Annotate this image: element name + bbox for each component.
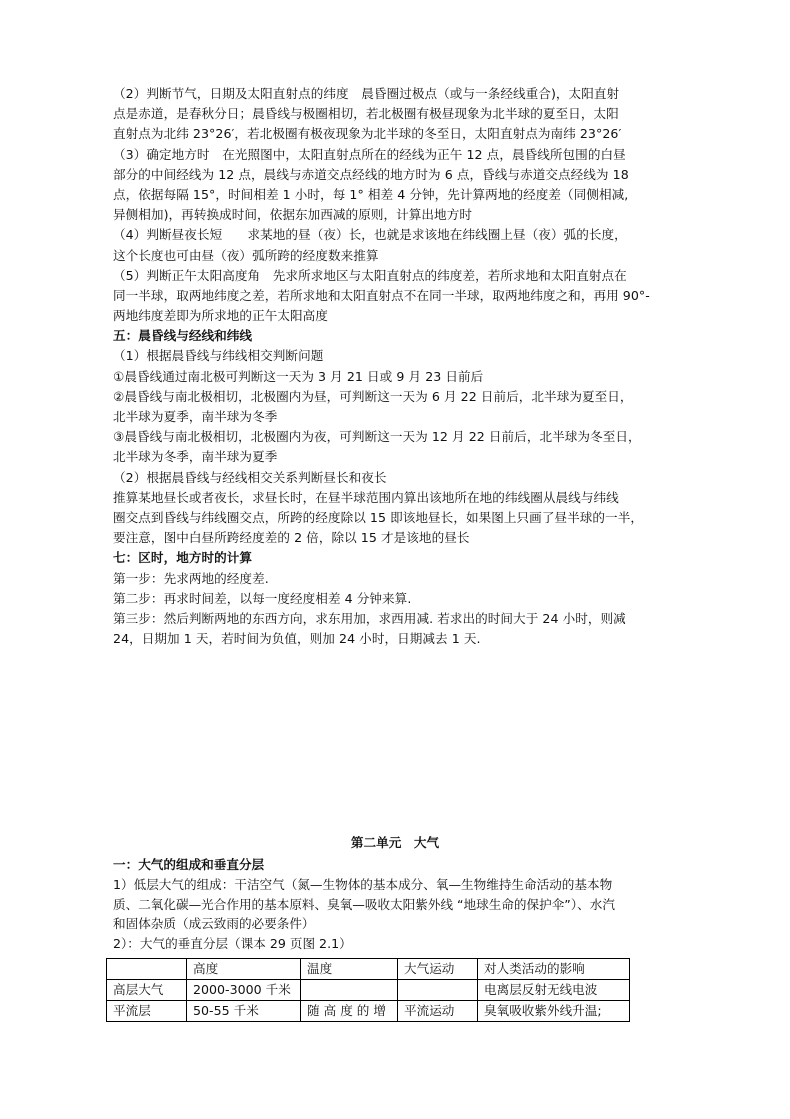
- text-line: 2）：大气的垂直分层（课本 29 页图 2.1）: [113, 936, 352, 952]
- section-heading: 五：晨昏线与经线和纬线: [113, 328, 253, 344]
- unit-title: 第二单元 大气: [350, 835, 440, 850]
- text-line: （5）判断正午太阳高度角 先求所求地区与太阳直射点的纬度差，若所求地和太阳直射点在: [113, 267, 627, 283]
- text-line: （1）根据晨昏线与纬线相交判断问题: [113, 348, 324, 364]
- section-bottom: [113, 855, 688, 954]
- text-line: 北半球为冬季，南半球为夏季: [113, 449, 278, 465]
- table-cell: 平流运动: [398, 1001, 478, 1022]
- text-line: 点，依据每隔 15°，时间相差 1 小时，每 1° 相差 4 分钟，先计算两地的经度差（同侧相减,: [113, 186, 629, 202]
- table-row: [107, 1001, 630, 1022]
- table-row: [107, 980, 630, 1001]
- table-header-cell: 温度: [301, 959, 398, 980]
- table-cell: 高层大气: [107, 980, 187, 1001]
- text-line: 异侧相加)，再转换成时间，依据东加西减的原则，计算出地方时: [113, 207, 472, 223]
- table-cell: 电离层反射无线电波: [478, 980, 630, 1001]
- text-line: 两地纬度差即为所求地的正午太阳高度: [113, 308, 328, 324]
- text-line: ②晨昏线与南北极相切，北极圈内为昼，可判断这一天为 6 月 22 日前后，北半球为夏至日，: [113, 388, 633, 404]
- table-cell: 臭氧吸收紫外线升温;: [478, 1001, 630, 1022]
- text-line: ③晨昏线与南北极相切，北极圈内为夜，可判断这一天为 12 月 22 日前后，北半球为冬至日，: [113, 429, 641, 445]
- text-line: 点是赤道，是春秋分日；晨昏线与极圈相切，若北极圈有极昼现象为北半球的夏至日，太阳: [113, 106, 619, 122]
- text-line: 要注意，图中白昼所跨经度差的 2 倍，除以 15 才是该地的昼长: [113, 530, 470, 546]
- table-cell: 2000-3000 千米: [187, 980, 301, 1001]
- text-line: 北半球为夏季，南半球为冬季: [113, 409, 278, 424]
- text-line: 24，日期加 1 天，若时间为负值，则加 24 小时，日期减去 1 天.: [113, 631, 481, 647]
- atmosphere-layers-table: [106, 958, 630, 1022]
- table-header-row: [107, 959, 630, 980]
- text-line: 同一半球，取两地纬度之差，若所求地和太阳直射点不在同一半球，取两地纬度之和，再用 90°-: [113, 287, 650, 303]
- text-line: 部分的中间经线为 12 点，晨线与赤道交点经线的地方时为 6 点，昏线与赤道交点经线为 18: [113, 166, 629, 182]
- table-cell: [301, 980, 398, 1001]
- table-header-cell: [107, 959, 187, 980]
- table-header-cell: 高度: [187, 959, 301, 980]
- text-line: （2）判断节气，日期及太阳直射点的纬度 晨昏圈过极点（或与一条经线重合)，太阳直射: [113, 86, 620, 101]
- text-line: （3）确定地方时 在光照图中，太阳直射点所在的经线为正午 12 点，晨昏线所包围的白昼: [113, 146, 626, 162]
- text-line: 和固体杂质（成云致雨的必要条件）: [113, 916, 315, 932]
- table-cell: 随 高 度 的 增: [301, 1001, 398, 1022]
- text-line: 第二步：再求时间差，以每一度经度相差 4 分钟来算.: [113, 590, 412, 606]
- text-line: 推算某地昼长或者夜长，求昼长时，在昼半球范围内算出该地所在地的纬线圈从晨线与纬线: [113, 489, 619, 505]
- table-cell: [398, 980, 478, 1001]
- text-line: 第一步：先求两地的经度差.: [113, 570, 269, 586]
- table-cell: 平流层: [107, 1001, 187, 1022]
- text-line: （4）判断昼夜长短 求某地的昼（夜）长，也就是求该地在纬线圈上昼（夜）弧的长度，: [113, 227, 627, 243]
- table-header-cell: 大气运动: [398, 959, 478, 980]
- text-line: ①晨昏线通过南北极可判断这一天为 3 月 21 日或 9 月 23 日前后: [113, 368, 484, 384]
- table-cell: 50-55 千米: [187, 1001, 301, 1022]
- section-heading: 一：大气的组成和垂直分层: [113, 857, 265, 872]
- table-header-cell: 对人类活动的影响: [478, 959, 630, 980]
- text-line: 第三步：然后判断两地的东西方向，求东用加，求西用减. 若求出的时间大于 24 小时，则减: [113, 610, 626, 626]
- text-line: 直射点为北纬 23°26′，若北极圈有极夜现象为北半球的冬至日，太阳直射点为南纬 23°26′: [113, 126, 622, 142]
- text-line: （2）根据晨昏线与经线相交关系判断昼长和夜长: [113, 469, 387, 485]
- section-heading: 七：区时，地方时的计算: [113, 550, 253, 566]
- section-top: [113, 84, 688, 649]
- text-line: 这个长度也可由昼（夜）弧所跨的经度数来推算: [113, 247, 379, 263]
- text-line: 质、二氧化碳—光合作用的基本原料、臭氧—吸收太阳紫外线 “地球生命的保护伞”）、水汽: [113, 896, 615, 912]
- text-line: 圈交点到昏线与纬线圈交点，所跨的经度除以 15 即该地昼长，如果图上只画了昼半球的一半，: [113, 509, 643, 525]
- text-line: 1）低层大气的组成：干洁空气（氮—生物体的基本成分、氧—生物维持生命活动的基本物: [113, 876, 613, 892]
